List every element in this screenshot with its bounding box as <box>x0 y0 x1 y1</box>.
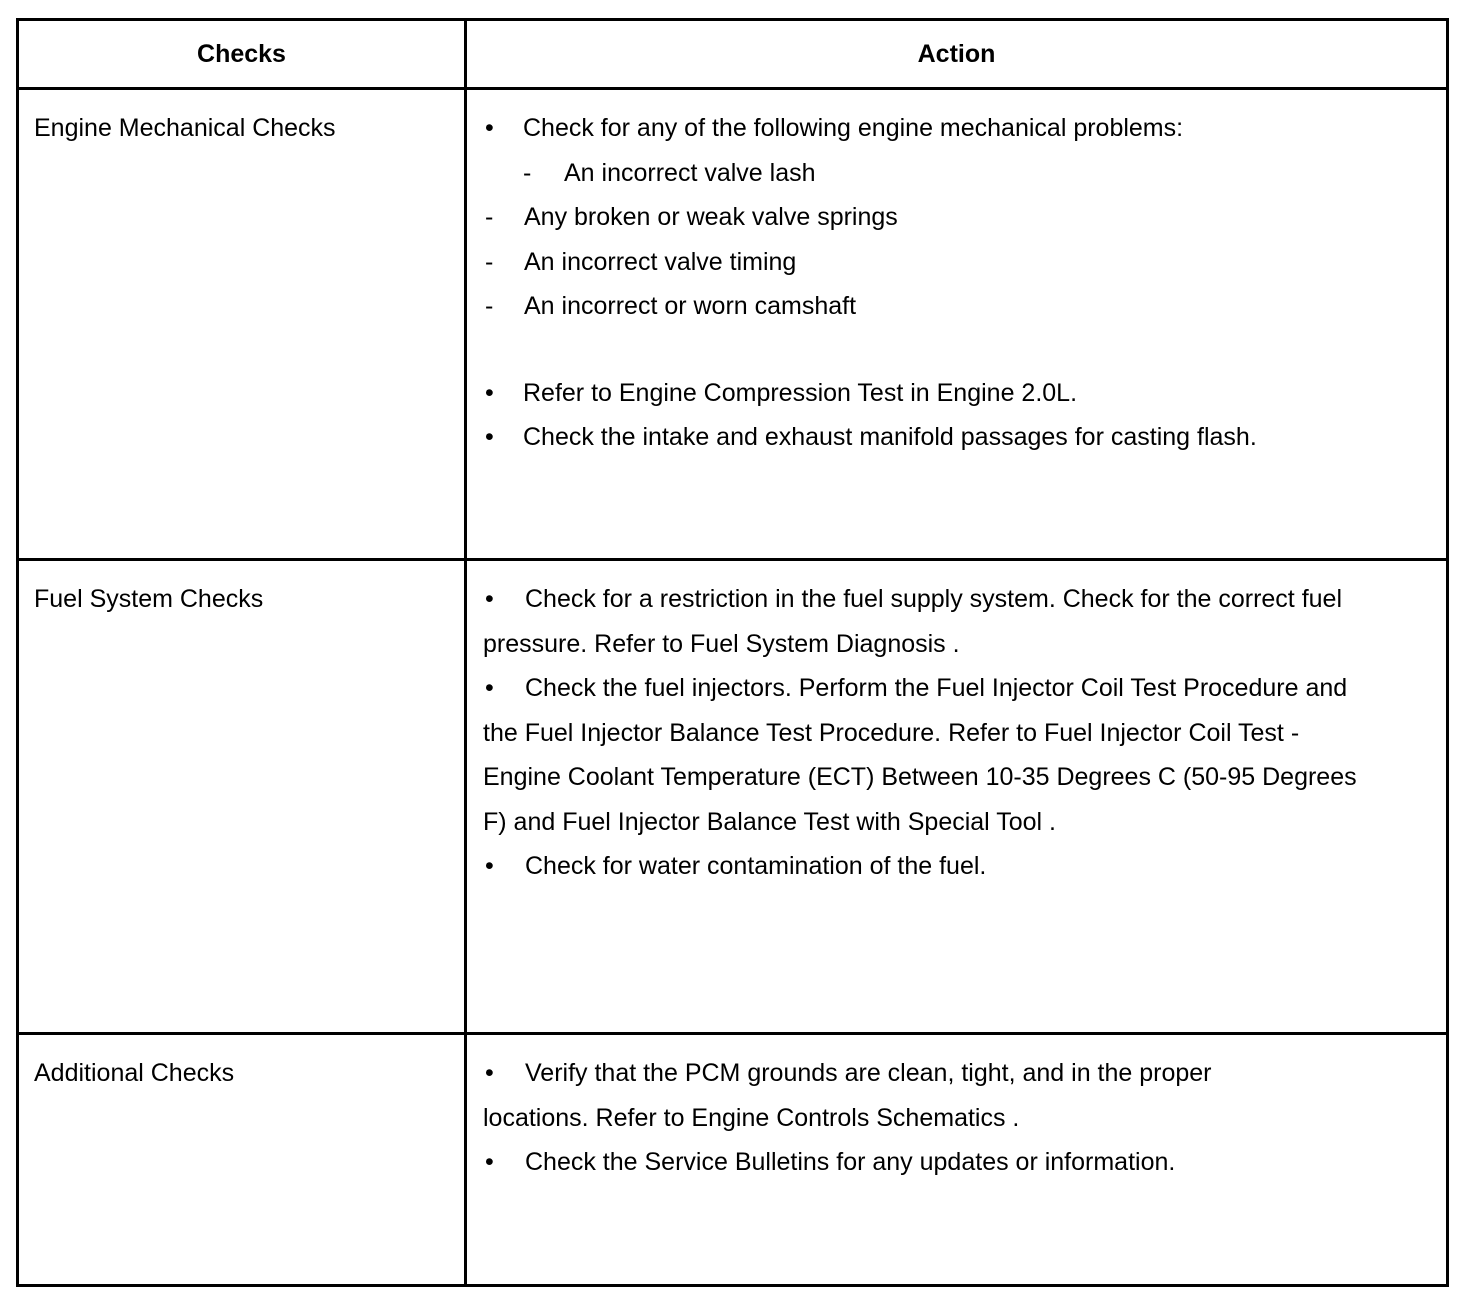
action-text: Check the Service Bulletins for any updates or information. <box>525 1148 1176 1176</box>
check-name-cell <box>18 560 466 1034</box>
action-text: Refer to Engine Compression Test in Engine 2.0L. <box>523 378 1078 407</box>
action-bullet <box>483 844 1430 889</box>
action-sub-item <box>483 247 1430 292</box>
bullet-symbol: • <box>485 674 494 702</box>
action-bullet <box>483 422 1430 467</box>
action-sub-item <box>483 158 1430 203</box>
check-name-cell <box>18 1034 466 1286</box>
action-sub-item <box>483 291 1430 336</box>
diagnostic-table <box>16 18 1449 1287</box>
spacer <box>483 336 1430 378</box>
action-sub-item <box>483 202 1430 247</box>
action-text: Check for any of the following engine mechanical problems: <box>523 114 1184 142</box>
bullet-symbol: • <box>485 378 494 407</box>
action-bullet <box>483 577 1388 666</box>
table-row-fuel-system <box>18 560 1448 1034</box>
header-row <box>18 20 1448 89</box>
bullet-symbol: • <box>485 1148 494 1176</box>
action-text: Check the fuel injectors. Perform the Fuel Injector Coil Test Procedure and the Fuel Injector Balance Test Procedure. Refer to Fuel Injector Coil Test - Engine Coolant Temperature (ECT) Between 10-35 Degrees C (50-95 Degrees F) and Fuel Injector Balance Test with Special Tool . <box>483 674 1357 836</box>
table-row-additional <box>18 1034 1448 1286</box>
action-bullet <box>483 666 1363 844</box>
header-checks: Checks <box>18 20 466 89</box>
check-name: Engine Mechanical Checks <box>34 114 336 142</box>
action-text: An incorrect valve lash <box>564 158 816 187</box>
action-bullet <box>483 378 1430 423</box>
action-text: An incorrect or worn camshaft <box>524 292 857 320</box>
action-text: Check for water contamination of the fuel. <box>525 852 987 880</box>
action-bullet <box>483 1140 1430 1185</box>
action-bullet <box>483 1051 1303 1140</box>
dash-symbol: - <box>523 158 532 187</box>
action-bullet <box>483 113 1430 158</box>
action-text: Check the intake and exhaust manifold passages for casting flash. <box>523 423 1257 451</box>
action-text: Verify that the PCM grounds are clean, tight, and in the proper locations. Refer to Engine Controls Schematics . <box>483 1059 1212 1132</box>
dash-symbol: - <box>485 292 494 320</box>
check-name: Additional Checks <box>34 1059 235 1087</box>
bullet-symbol: • <box>485 1059 494 1087</box>
bullet-symbol: • <box>485 423 494 451</box>
bullet-symbol: • <box>485 852 494 880</box>
action-text: Check for a restriction in the fuel supply system. Check for the correct fuel pressure. Refer to Fuel System Diagnosis . <box>483 585 1343 658</box>
action-cell <box>466 1034 1448 1286</box>
action-cell <box>466 89 1448 560</box>
table-row-engine-mechanical <box>18 89 1448 560</box>
action-text: An incorrect valve timing <box>524 247 797 276</box>
action-text: Any broken or weak valve springs <box>524 203 898 231</box>
bullet-symbol: • <box>485 585 494 613</box>
dash-symbol: - <box>485 247 494 276</box>
check-name-cell <box>18 89 466 560</box>
header-action: Action <box>466 20 1448 89</box>
bullet-symbol: • <box>485 114 494 142</box>
check-name: Fuel System Checks <box>34 585 264 613</box>
action-cell <box>466 560 1448 1034</box>
dash-symbol: - <box>485 203 494 231</box>
